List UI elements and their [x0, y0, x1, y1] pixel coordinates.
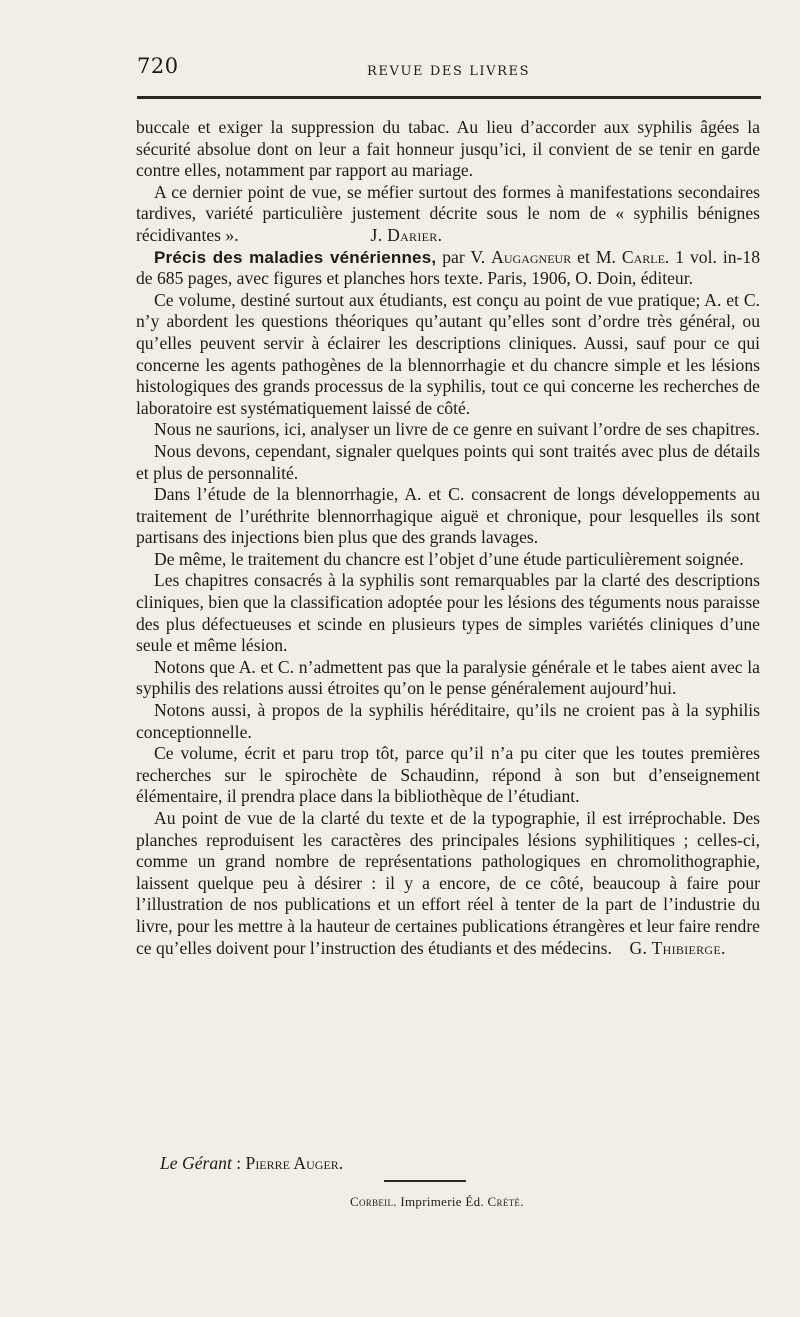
review2-author2: Carle.	[621, 246, 670, 267]
footer-rule	[384, 1180, 466, 1182]
review2-paragraph-10	[136, 808, 760, 959]
review2-paragraph-8	[136, 700, 760, 743]
paragraph-text: Au point de vue de la clarté du texte et de la typographie, il est irréprochable. Des planches reproduisent les caractères des principales lésions syphilitiques ; celles-ci, comme un grand nombre de représentations pathologiques en chromolithographie, laissent quelque peu à désirer : il y a encore, de ce côté, beaucoup à faire pour l’illustration de nos publications et un effort réel à tenter de la part de l’industrie du livre, pour les mettre à la hauteur de certaines publications étrangères et leur faire rendre ce qu’elles doivent pour l’instruction des étudiants et des médecins.	[136, 808, 760, 958]
review2-byline-prefix: par V.	[436, 246, 492, 267]
review2-author-joiner: et M.	[571, 246, 622, 267]
review2-paragraph-1	[136, 290, 760, 420]
review2-paragraph-3	[136, 441, 760, 484]
review2-pub-info: 1 vol. in-18 de 685 pages, avec figures et planches hors texte. Paris, 1906, O. Doin, éditeur.	[136, 246, 760, 289]
imprint-printer: Crété.	[487, 1194, 524, 1209]
paragraph-text: Nous ne saurions, ici, analyser un livre de ce genre en suivant l’ordre de ses chapitres.	[154, 419, 760, 440]
review2-heading	[136, 247, 760, 290]
review2-title: Précis des maladies vénériennes,	[154, 247, 437, 267]
review1-p2-paragraph	[136, 182, 760, 247]
paragraph-text: Nous devons, cependant, signaler quelques points qui sont traités avec plus de détails et plus de personnalité.	[136, 440, 760, 483]
page-header	[137, 54, 761, 90]
gerant-label: Le Gérant	[160, 1153, 232, 1173]
review2-paragraph-6	[136, 570, 760, 656]
running-title: REVUE DES LIVRES	[367, 64, 531, 79]
review-body	[136, 117, 760, 959]
paragraph-text: Ce volume, écrit et paru trop tôt, parce qu’il n’a pu citer que les toutes premières recherches sur le spirochète de Schaudinn, répond à son but d’enseignement élémentaire, il prendra place dans la bibliothèque de l’étudiant.	[136, 743, 760, 807]
review1-p2: A ce dernier point de vue, se méfier surtout des formes à manifestations secondaires tardives, variété particulière justement décrite sous le nom de « syphilis bénignes récidivantes ».	[136, 181, 760, 245]
paragraph-text: De même, le traitement du chancre est l’objet d’une étude particulièrement soignée.	[154, 548, 744, 569]
gerant-separator: :	[231, 1153, 246, 1173]
review2-paragraph-9	[136, 743, 760, 808]
paragraph-text: Ce volume, destiné surtout aux étudiants, est conçu au point de vue pratique; A. et C. n’y abordent les questions théoriques qu’autant qu’elles sont d’ordre très général, ou qu’elles peuvent servir à éclairer les descriptions cliniques. Aussi, sauf pour ce qui concerne les agents pathogènes de la blennorrhagie et du chancre simple et les lésions histologiques des grands processus de la syphilis, tout ce qui concerne les recherches de laboratoire est systématiquement laissé de côté.	[136, 289, 760, 418]
gerant-line	[160, 1153, 343, 1174]
paragraph-text: Dans l’étude de la blennorrhagie, A. et C. consacrent de longs développements au traitement de l’uréthrite blennorrhagique aiguë et chronique, pour lesquelles ils sont partisans des injections bien plus que des grands lavages.	[136, 484, 760, 548]
review2-signature: G. Thibierge.	[629, 937, 726, 958]
page-number: 720	[137, 54, 179, 78]
printer-imprint	[350, 1194, 524, 1210]
review1-p1: buccale et exiger la suppression du tabac. Au lieu d’accorder aux syphilis âgées la sécurité absolue dont on leur a fait honneur jusqu’ici, il convient de se tenir en garde contre elles, notamment par rapport au mariage.	[136, 117, 760, 181]
review2-paragraph-7	[136, 657, 760, 700]
imprint-text: Imprimerie Éd.	[396, 1194, 488, 1209]
paragraph-text: Notons que A. et C. n’admettent pas que la paralysie générale et le tabes aient avec la syphilis des relations aussi étroites qu’on le pense généralement aujourd’hui.	[136, 656, 760, 699]
review1-signature: J. Darier.	[370, 224, 443, 245]
review2-paragraph-5	[136, 549, 760, 571]
imprint-place: Corbeil.	[350, 1194, 397, 1209]
paragraph-text: Les chapitres consacrés à la syphilis sont remarquables par la clarté des descriptions cliniques, bien que la classification adoptée pour les lésions des téguments nous paraisse des plus défectueuses et scinde en plusieurs types de simples variétés cliniques d’une seule et même lésion.	[136, 570, 760, 656]
review2-author1: Augagneur	[491, 246, 572, 267]
paragraph-text: Notons aussi, à propos de la syphilis héréditaire, qu’ils ne croient pas à la syphilis conceptionnelle.	[136, 700, 760, 742]
review2-paragraph-4	[136, 484, 760, 549]
review2-paragraph-2	[136, 419, 760, 441]
header-rule	[137, 96, 761, 99]
review1-continuation	[136, 117, 760, 182]
gerant-name: Pierre Auger.	[245, 1153, 344, 1173]
